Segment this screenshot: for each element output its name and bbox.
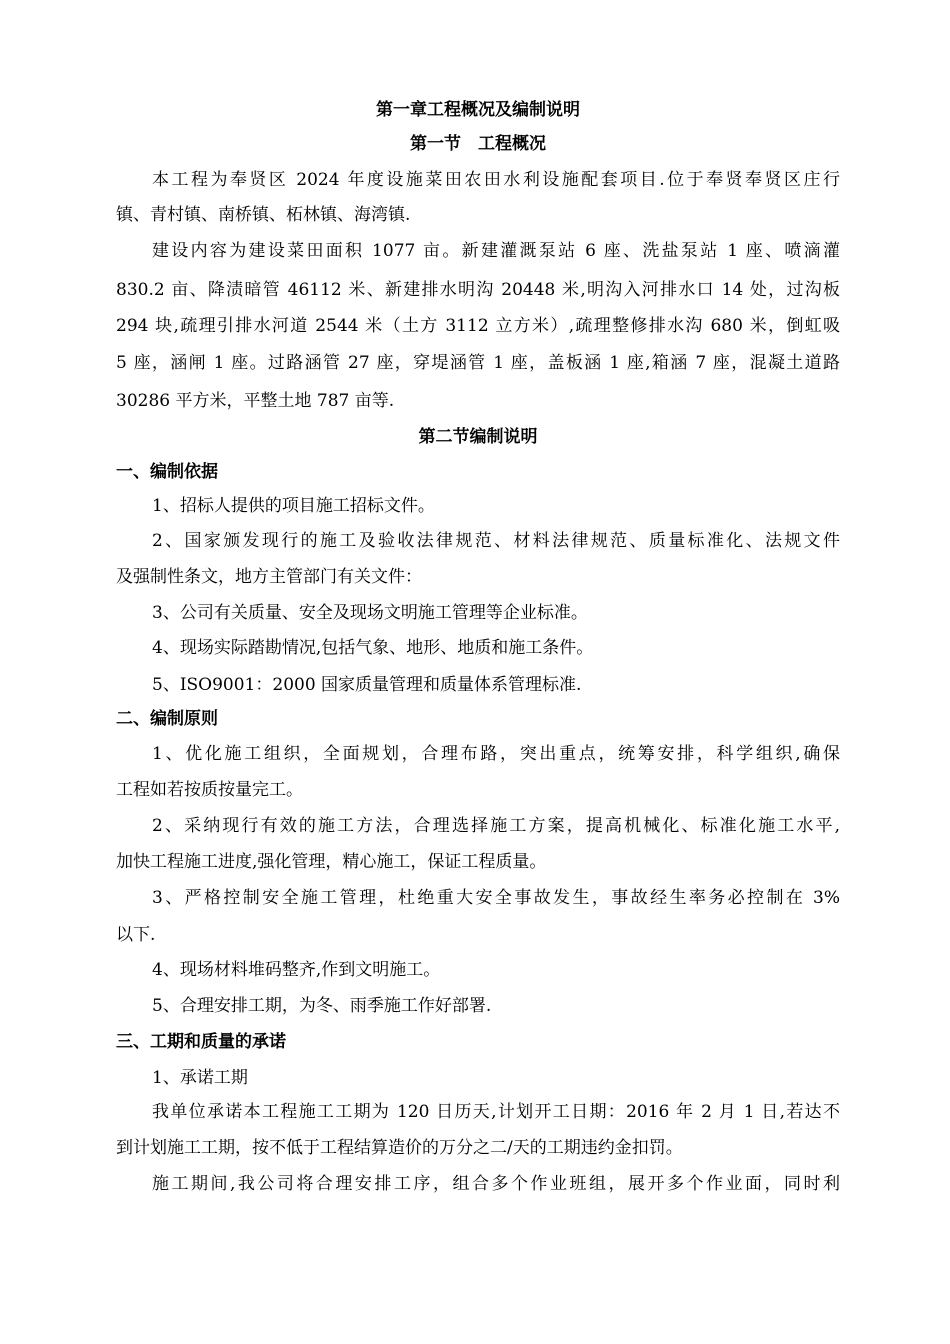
paragraph-line: 1、招标人提供的项目施工招标文件。 xyxy=(152,496,435,516)
paragraph-line: 我单位承诺本工程施工工期为 120 日历天,计划开工日期：2016 年 2 月 1 日,若达不 xyxy=(152,1102,840,1122)
paragraph-line: 1、承诺工期 xyxy=(152,1068,248,1088)
paragraph-line: 4、现场实际踏勘情况,包括气象、地形、地质和施工条件。 xyxy=(152,638,594,658)
paragraph-line: 工程如若按质按量完工。 xyxy=(116,780,303,800)
paragraph-line: 4、现场材料堆码整齐,作到文明施工。 xyxy=(152,960,441,980)
section-1-title: 第一节 工程概况 xyxy=(410,134,546,154)
paragraph-line: 5、合理安排工期，为冬、雨季施工作好部署. xyxy=(152,996,492,1016)
paragraph-line: 加快工程施工进度,强化管理，精心施工，保证工程质量。 xyxy=(116,852,547,872)
paragraph-line: 5、ISO9001：2000 国家质量管理和质量体系管理标准. xyxy=(152,675,582,695)
paragraph-line: 施工期间,我公司将合理安排工序，组合多个作业班组，展开多个作业面，同时利 xyxy=(152,1174,840,1194)
paragraph-line: 镇、青村镇、南桥镇、柘林镇、海湾镇. xyxy=(116,205,411,225)
section-2-title: 第二节编制说明 xyxy=(418,427,538,447)
paragraph-line: 830.2 亩、降渍暗管 46112 米、新建排水明沟 20448 米,明沟入河排水口 14 处，过沟板 xyxy=(116,280,840,300)
paragraph-line: 及强制性条文，地方主管部门有关文件： xyxy=(116,567,422,587)
paragraph-line: 1、优化施工组织，全面规划，合理布路，突出重点，统筹安排，科学组织,确保 xyxy=(152,744,840,764)
chapter-title: 第一章工程概况及编制说明 xyxy=(376,100,580,120)
paragraph-line: 3、公司有关质量、安全及现场文明施工管理等企业标准。 xyxy=(152,603,588,623)
paragraph-line: 2、国家颁发现行的施工及验收法律规范、材料法律规范、质量标准化、法规文件 xyxy=(152,531,840,551)
paragraph-line: 294 块,疏理引排水河道 2544 米（土方 3112 立方米）,疏理整修排水沟 680 米，倒虹吸 xyxy=(116,316,840,336)
heading-principles: 二、编制原则 xyxy=(116,709,218,729)
paragraph-line: 建设内容为建设菜田面积 1077 亩。新建灌溉泵站 6 座、洗盐泵站 1 座、喷滴灌 xyxy=(152,241,840,261)
paragraph-line: 2、采纳现行有效的施工方法，合理选择施工方案，提高机械化、标准化施工水平, xyxy=(152,816,840,836)
paragraph-line: 3、严格控制安全施工管理，杜绝重大安全事故发生，事故经生率务必控制在 3% xyxy=(152,888,840,908)
heading-basis: 一、编制依据 xyxy=(116,462,218,482)
paragraph-line: 30286 平方米，平整土地 787 亩等. xyxy=(116,391,395,411)
paragraph-line: 到计划施工工期，按不低于工程结算造价的万分之二/天的工期违约金扣罚。 xyxy=(116,1138,683,1158)
heading-commitment: 三、工期和质量的承诺 xyxy=(116,1032,286,1052)
paragraph-line: 5 座，涵闸 1 座。过路涵管 27 座，穿堤涵管 1 座，盖板涵 1 座,箱涵 7 座，混凝土道路 xyxy=(116,353,840,373)
paragraph-line: 以下. xyxy=(116,925,156,945)
paragraph-line: 本工程为奉贤区 2024 年度设施菜田农田水利设施配套项目.位于奉贤奉贤区庄行 xyxy=(152,170,840,190)
